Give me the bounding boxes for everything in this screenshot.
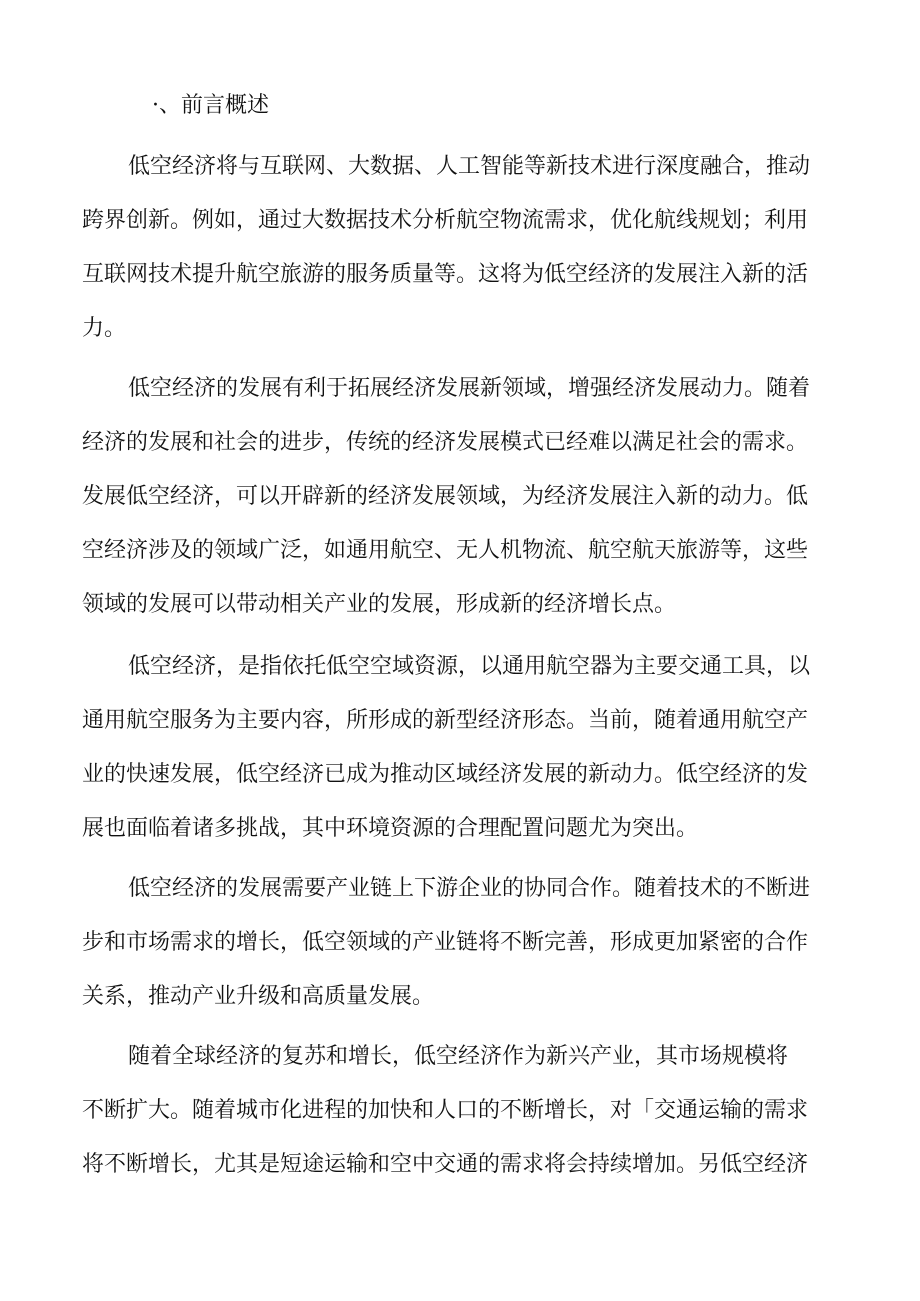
paragraph-line: 低空经济的发展有利于拓展经济发展新领域，增强经济发展动力。随着 xyxy=(128,376,811,401)
section-heading: ·、前言概述 xyxy=(152,93,269,118)
paragraph-line: 将不断增长，尤其是短途运输和空中交通的需求将会持续增加。另低空经济 xyxy=(82,1152,809,1177)
paragraph-5 xyxy=(82,1030,840,1192)
paragraph-line: 业的快速发展，低空经济已成为推动区域经济发展的新动力。低空经济的发 xyxy=(82,762,809,787)
paragraph-line: 关系，推动产业升级和高质量发展。 xyxy=(82,984,435,1009)
paragraph-line: 跨界创新。例如，通过大数据技术分析航空物流需求，优化航线规划；利用 xyxy=(82,208,809,233)
paragraph-2 xyxy=(82,362,840,632)
paragraph-line: 低空经济将与互联网、大数据、人工智能等新技术进行深度融合，推动 xyxy=(128,154,811,179)
paragraph-line: 力。 xyxy=(82,316,127,341)
paragraph-line: 发展低空经济，可以开辟新的经济发展领域，为经济发展注入新的动力。低 xyxy=(82,484,809,509)
paragraph-line: 空经济涉及的领域广泛，如通用航空、无人机物流、航空航天旅游等，这些 xyxy=(82,538,809,563)
paragraph-line: 领域的发展可以带动相关产业的发展，形成新的经济增长点。 xyxy=(82,592,677,617)
paragraph-line: 通用航空服务为主要内容，所形成的新型经济形态。当前，随着通用航空产 xyxy=(82,708,809,733)
paragraph-line: 低空经济的发展需要产业链上下游企业的协同合作。随着技术的不断进 xyxy=(128,876,811,901)
paragraph-3 xyxy=(82,640,840,856)
paragraph-4 xyxy=(82,862,840,1024)
paragraph-line: 步和市场需求的增长，低空领域的产业链将不断完善，形成更加紧密的合作 xyxy=(82,930,809,955)
paragraph-1 xyxy=(82,140,840,356)
paragraph-line: 互联网技术提升航空旅游的服务质量等。这将为低空经济的发展注入新的活 xyxy=(82,262,809,287)
paragraph-line: 不断扩大。随着城市化进程的加快和人口的不断增长，对「交通运输的需求 xyxy=(82,1098,809,1123)
paragraph-line: 低空经济，是指依托低空空域资源，以通用航空器为主要交通工具，以 xyxy=(128,654,811,679)
paragraph-line: 随着全球经济的复苏和增长，低空经济作为新兴产业，其市场规模将 xyxy=(128,1044,789,1069)
paragraph-line: 经济的发展和社会的进步，传统的经济发展模式已经难以满足社会的需求。 xyxy=(82,430,809,455)
paragraph-line: 展也面临着诸多挑战，其中环境资源的合理配置问题尤为突出。 xyxy=(82,816,699,841)
